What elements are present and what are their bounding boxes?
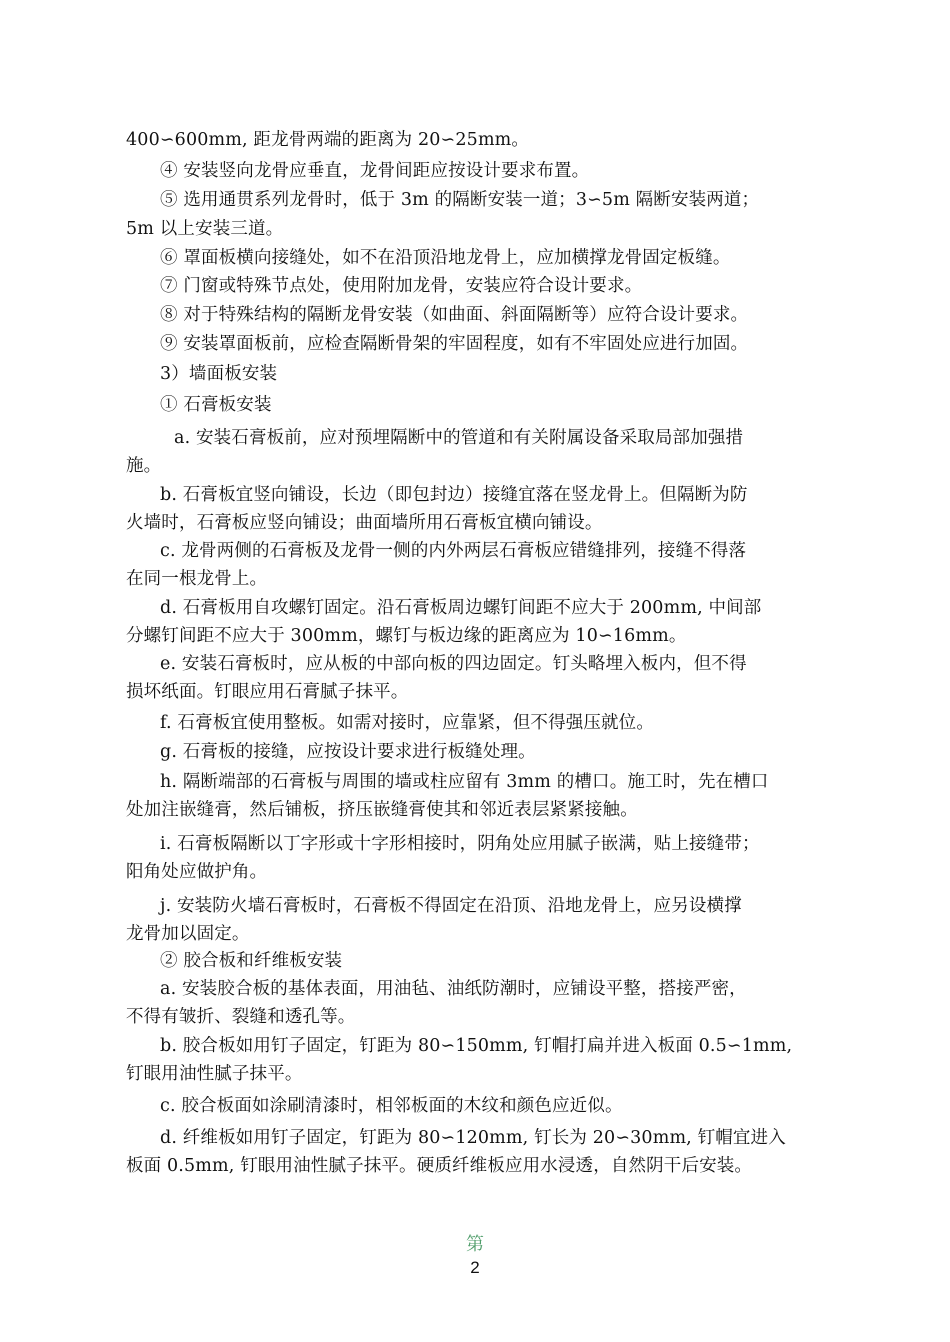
text-line: 400∽600mm, 距龙骨两端的距离为 20∽25mm。 — [126, 130, 530, 150]
text-line: ⑧ 对于特殊结构的隔断龙骨安装（如曲面、斜面隔断等）应符合设计要求。 — [160, 305, 749, 325]
page-footer-label: 第 — [466, 1234, 484, 1255]
text-line: 不得有皱折、裂缝和透孔等。 — [126, 1007, 356, 1027]
text-line: a. 安装胶合板的基体表面，用油毡、油纸防潮时，应铺设平整，搭接严密， — [160, 979, 747, 999]
text-line: ④ 安装竖向龙骨应垂直，龙骨间距应按设计要求布置。 — [160, 161, 590, 181]
subsection-heading: ② 胶合板和纤维板安装 — [160, 951, 343, 971]
text-line: 板面 0.5mm, 钉眼用油性腻子抹平。硬质纤维板应用水浸透，自然阴干后安装。 — [126, 1156, 753, 1176]
text-line: f. 石膏板宜使用整板。如需对接时，应靠紧，但不得强压就位。 — [160, 713, 654, 733]
page-number: 2 — [470, 1258, 480, 1277]
text-line: 火墙时，石膏板应竖向铺设；曲面墙所用石膏板宜横向铺设。 — [126, 513, 603, 533]
subsection-heading: ① 石膏板安装 — [160, 395, 272, 415]
text-line: d. 纤维板如用钉子固定，钉距为 80∽120mm, 钉长为 20∽30mm, 钉帽宜进入 — [160, 1128, 786, 1148]
text-line: 5m 以上安装三道。 — [126, 219, 284, 239]
text-line: b. 石膏板宜竖向铺设，长边（即包封边）接缝宜落在竖龙骨上。但隔断为防 — [160, 485, 748, 505]
text-line: g. 石膏板的接缝，应按设计要求进行板缝处理。 — [160, 742, 536, 762]
text-line: 阳角处应做护角。 — [126, 862, 268, 882]
text-line: i. 石膏板隔断以丁字形或十字形相接时，阴角处应用腻子嵌满，贴上接缝带； — [160, 834, 760, 854]
text-line: 钉眼用油性腻子抹平。 — [126, 1064, 303, 1084]
text-line: ⑨ 安装罩面板前，应检查隔断骨架的牢固程度，如有不牢固处应进行加固。 — [160, 334, 749, 354]
section-heading: 3）墙面板安装 — [160, 364, 278, 384]
text-line: e. 安装石膏板时，应从板的中部向板的四边固定。钉头略埋入板内，但不得 — [160, 654, 747, 674]
text-line: c. 胶合板面如涂刷清漆时，相邻板面的木纹和颜色应近似。 — [160, 1096, 623, 1116]
text-line: a. 安装石膏板前，应对预埋隔断中的管道和有关附属设备采取局部加强措 — [174, 428, 744, 448]
text-line: 在同一根龙骨上。 — [126, 569, 268, 589]
text-line: j. 安装防火墙石膏板时，石膏板不得固定在沿顶、沿地龙骨上，应另设横撑 — [160, 896, 742, 916]
text-line: ⑤ 选用通贯系列龙骨时，低于 3m 的隔断安装一道；3∽5m 隔断安装两道； — [160, 190, 760, 210]
text-line: 损坏纸面。钉眼应用石膏腻子抹平。 — [126, 682, 409, 702]
text-line: b. 胶合板如用钉子固定，钉距为 80∽150mm, 钉帽打扁并进入板面 0.5∽1mm, — [160, 1036, 793, 1056]
text-line: 分螺钉间距不应大于 300mm，螺钉与板边缘的距离应为 10∽16mm。 — [126, 626, 687, 646]
text-line: ⑥ 罩面板横向接缝处，如不在沿顶沿地龙骨上，应加横撑龙骨固定板缝。 — [160, 248, 731, 268]
text-line: ⑦ 门窗或特殊节点处，使用附加龙骨，安装应符合设计要求。 — [160, 276, 643, 296]
text-line: c. 龙骨两侧的石膏板及龙骨一侧的内外两层石膏板应错缝排列，接缝不得落 — [160, 541, 747, 561]
text-line: 龙骨加以固定。 — [126, 924, 250, 944]
text-line: 处加注嵌缝膏，然后铺板，挤压嵌缝膏使其和邻近表层紧紧接触。 — [126, 800, 638, 820]
text-line: 施。 — [126, 456, 162, 476]
text-line: d. 石膏板用自攻螺钉固定。沿石膏板周边螺钉间距不应大于 200mm, 中间部 — [160, 598, 762, 618]
text-line: h. 隔断端部的石膏板与周围的墙或柱应留有 3mm 的槽口。施工时，先在槽口 — [160, 772, 769, 792]
